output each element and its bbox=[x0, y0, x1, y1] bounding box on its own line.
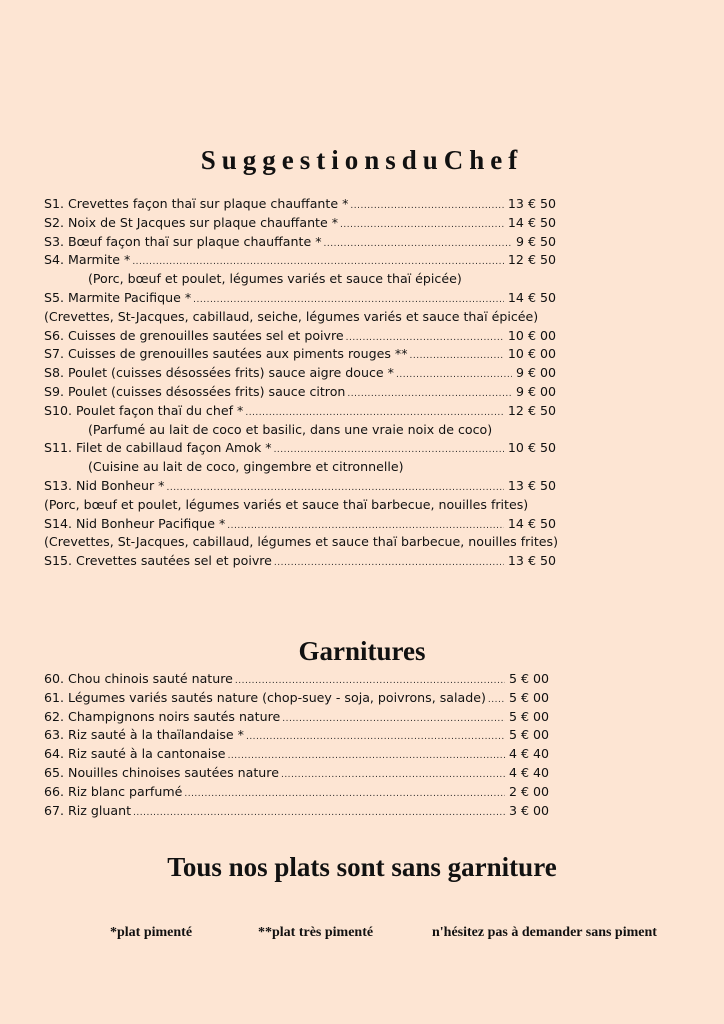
suggestions-title: SuggestionsduChef bbox=[200, 145, 524, 175]
menu-item-name: 67. Riz gluant bbox=[44, 802, 132, 818]
menu-item-name: S9. Poulet (cuisses désossées frits) sauce citron bbox=[44, 383, 346, 399]
menu-item bbox=[44, 233, 556, 252]
menu-item-name: S4. Marmite * bbox=[44, 252, 131, 268]
menu-item-price: 14 € 50 bbox=[507, 289, 556, 305]
menu-item bbox=[44, 383, 556, 402]
menu-item-name: 60. Chou chinois sauté nature bbox=[44, 671, 233, 686]
menu-item-name: S6. Cuisses de grenouilles sautées sel et poivre bbox=[44, 327, 344, 343]
menu-item bbox=[44, 670, 549, 689]
dot-leader bbox=[324, 235, 512, 254]
dot-leader bbox=[193, 291, 504, 310]
menu-item-name: 61. Légumes variés sautés nature (chop-suey - soja, poivrons, salade) bbox=[44, 689, 486, 705]
menu-item-price: 9 € 00 bbox=[515, 365, 556, 381]
menu-item-name: S1. Crevettes façon thaï sur plaque chauffante * bbox=[44, 196, 349, 211]
menu-item bbox=[44, 552, 556, 571]
menu-item-price: 13 € 50 bbox=[507, 553, 556, 569]
menu-item-price: 3 € 00 bbox=[508, 802, 549, 818]
menu-item-price: 10 € 50 bbox=[507, 440, 556, 456]
legend-very-spicy: **plat très pimenté bbox=[258, 925, 374, 940]
menu-item bbox=[44, 214, 556, 233]
menu-item bbox=[44, 402, 556, 421]
menu-item-price: 10 € 00 bbox=[507, 327, 556, 343]
menu-item-name: 64. Riz sauté à la cantonaise bbox=[44, 746, 226, 762]
menu-item-description: (Crevettes, St-Jacques, cabillaud, légumes et sauce thaï barbecue, nouilles frites) bbox=[44, 534, 559, 550]
menu-item bbox=[44, 195, 556, 214]
menu-item-description: (Parfumé au lait de coco et basilic, dans une vraie noix de coco) bbox=[88, 421, 493, 437]
menu-item bbox=[44, 477, 556, 496]
menu-item-price: 14 € 50 bbox=[507, 515, 556, 531]
dot-leader bbox=[166, 479, 503, 498]
menu-item bbox=[44, 251, 556, 270]
menu-item bbox=[44, 764, 549, 783]
menu-item-name: S7. Cuisses de grenouilles sautées aux piments rouges ** bbox=[44, 346, 408, 362]
menu-item-name: 63. Riz sauté à la thaïlandaise * bbox=[44, 727, 244, 743]
menu-item bbox=[44, 726, 549, 745]
menu-item-name: 65. Nouilles chinoises sautées nature bbox=[44, 764, 279, 780]
dot-leader bbox=[281, 766, 505, 785]
menu-item-name: S10. Poulet façon thaï du chef * bbox=[44, 402, 244, 418]
menu-item-name: S14. Nid Bonheur Pacifique * bbox=[44, 515, 226, 531]
spice-legend bbox=[0, 925, 724, 945]
menu-item-price: 5 € 00 bbox=[508, 727, 549, 743]
menu-item-price: 12 € 50 bbox=[507, 402, 556, 418]
menu-item-name: S3. Bœuf façon thaï sur plaque chauffante * bbox=[44, 233, 322, 249]
dot-leader bbox=[246, 728, 505, 747]
dot-leader bbox=[282, 710, 505, 729]
menu-item-description: (Porc, bœuf et poulet, légumes variés et sauce thaï barbecue, nouilles frites) bbox=[44, 496, 529, 512]
dot-leader bbox=[133, 804, 505, 823]
menu-item-price: 4 € 40 bbox=[508, 764, 549, 780]
menu-item-description: (Cuisine au lait de coco, gingembre et citronnelle) bbox=[88, 459, 404, 475]
suggestions-list bbox=[44, 195, 559, 571]
menu-item-price: 9 € 00 bbox=[515, 383, 556, 399]
menu-item bbox=[44, 345, 556, 364]
menu-item bbox=[44, 708, 549, 727]
dot-leader bbox=[396, 366, 512, 385]
legend-note: n'hésitez pas à demander sans piment bbox=[432, 925, 657, 940]
menu-item-price: 13 € 50 bbox=[507, 196, 556, 211]
menu-item-price: 9 € 50 bbox=[515, 233, 556, 249]
dot-leader bbox=[245, 404, 504, 423]
garnitures-list bbox=[44, 670, 549, 820]
menu-item-name: S5. Marmite Pacifique * bbox=[44, 289, 192, 305]
menu-item bbox=[44, 439, 556, 458]
menu-item-description: (Crevettes, St-Jacques, cabillaud, seiche, légumes variés et sauce thaï épicée) bbox=[44, 308, 539, 324]
dot-leader bbox=[409, 347, 503, 366]
menu-item-price: 5 € 00 bbox=[508, 671, 549, 686]
menu-item-name: 66. Riz blanc parfumé bbox=[44, 783, 183, 799]
menu-item bbox=[44, 515, 556, 534]
menu-item-name: S13. Nid Bonheur * bbox=[44, 477, 165, 493]
menu-item-description: (Porc, bœuf et poulet, légumes variés et sauce thaï épicée) bbox=[88, 271, 462, 287]
dot-leader bbox=[488, 691, 505, 710]
menu-item-name: 62. Champignons noirs sautés nature bbox=[44, 708, 281, 724]
dot-leader bbox=[340, 216, 504, 235]
dot-leader bbox=[274, 554, 504, 573]
menu-item-name: S15. Crevettes sautées sel et poivre bbox=[44, 553, 272, 569]
menu-item-name: S11. Filet de cabillaud façon Amok * bbox=[44, 440, 272, 456]
menu-item-price: 5 € 00 bbox=[508, 708, 549, 724]
menu-item bbox=[44, 783, 549, 802]
garnitures-title: Garnitures bbox=[298, 636, 426, 666]
menu-item bbox=[44, 289, 556, 308]
menu-item bbox=[44, 327, 556, 346]
dot-leader bbox=[184, 785, 505, 804]
menu-item bbox=[44, 745, 549, 764]
menu-item bbox=[44, 689, 549, 708]
menu-item-price: 2 € 00 bbox=[508, 783, 549, 799]
dot-leader bbox=[347, 385, 512, 404]
legend-spicy: *plat pimenté bbox=[110, 925, 193, 940]
dot-leader bbox=[350, 197, 504, 216]
menu-item-name: S8. Poulet (cuisses désossées frits) sauce aigre douce * bbox=[44, 365, 394, 381]
menu-item-name: S2. Noix de St Jacques sur plaque chauffante * bbox=[44, 214, 339, 230]
menu-item-price: 4 € 40 bbox=[508, 746, 549, 762]
menu-item-price: 13 € 50 bbox=[507, 477, 556, 493]
menu-item bbox=[44, 364, 556, 383]
menu-item-price: 14 € 50 bbox=[507, 214, 556, 230]
menu-item-price: 10 € 00 bbox=[507, 346, 556, 362]
no-garnish-notice: Tous nos plats sont sans garniture bbox=[167, 852, 557, 882]
menu-item-price: 12 € 50 bbox=[507, 252, 556, 268]
menu-item bbox=[44, 802, 549, 821]
menu-item-price: 5 € 00 bbox=[508, 689, 549, 705]
